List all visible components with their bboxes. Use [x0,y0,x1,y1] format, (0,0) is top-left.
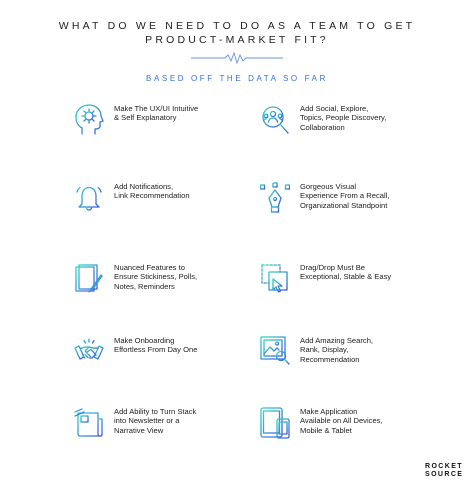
item-line2: into Newsletter or a [114,416,180,426]
item-line1: Make Onboarding [114,336,175,345]
item-line2: Available on All Devices, [300,416,383,426]
item-visual [260,182,460,222]
image-search-icon [260,336,290,368]
notes-pencil-icon [74,263,104,295]
logo-line1: ROCKET [425,463,463,470]
item-line2: Rank, Display, [300,345,349,355]
item-notifications [74,182,274,222]
item-line2: & Self Explanatory [114,113,177,123]
item-line1: Make Application [300,407,358,416]
item-line3: Mobile & Tablet [300,425,352,435]
item-ux-ui [74,104,274,144]
people-search-icon [260,104,290,136]
item-line1: Gorgeous Visual [300,182,357,191]
item-search [260,336,460,376]
drag-drop-icon [260,263,290,295]
item-line3: Collaboration [300,122,345,132]
logo-line2: SOURCE [425,471,464,478]
item-line2: Ensure Stickiness, Polls, [114,272,198,282]
item-line2: Link Recommendation [114,191,190,201]
item-drag-drop [260,263,460,303]
newsletter-icon [74,407,104,439]
item-line3: Organizational Standpoint [300,200,388,210]
item-line1: Add Amazing Search, [300,336,374,345]
item-newsletter [74,407,274,447]
item-onboarding [74,336,274,376]
item-line2: Exceptional, Stable & Easy [300,272,392,282]
rocket-source-logo [425,463,465,479]
head-gear-icon [74,104,104,136]
item-line1: Nuanced Features to [114,263,185,272]
item-line3: Notes, Reminders [114,281,175,291]
subtitle: BASED OFF THE DATA SO FAR [146,74,328,83]
item-line3: Recommendation [300,354,360,364]
devices-icon [260,407,290,439]
item-features [74,263,274,303]
item-line2: Experience From a Recall, [300,191,390,201]
pen-tool-icon [260,182,290,214]
item-line2: Effortless From Day One [114,345,198,355]
item-social [260,104,460,144]
wave-divider [191,52,283,64]
item-devices [260,407,460,447]
item-line1: Drag/Drop Must Be [300,263,365,272]
handshake-icon [74,336,104,368]
item-line2: Topics, People Discovery, [300,113,387,123]
bell-icon [74,182,104,214]
page-title: WHAT DO WE NEED TO DO AS A TEAM TO GET [58,20,416,32]
item-line1: Add Ability to Turn Stack [114,407,197,416]
item-line1: Add Notifications, [114,182,174,191]
page-title-line2: PRODUCT-MARKET FIT? [145,34,329,46]
item-line1: Make The UX/UI Intuitive [114,104,199,113]
item-line3: Narrative View [114,425,164,435]
item-line1: Add Social, Explore, [300,104,369,113]
